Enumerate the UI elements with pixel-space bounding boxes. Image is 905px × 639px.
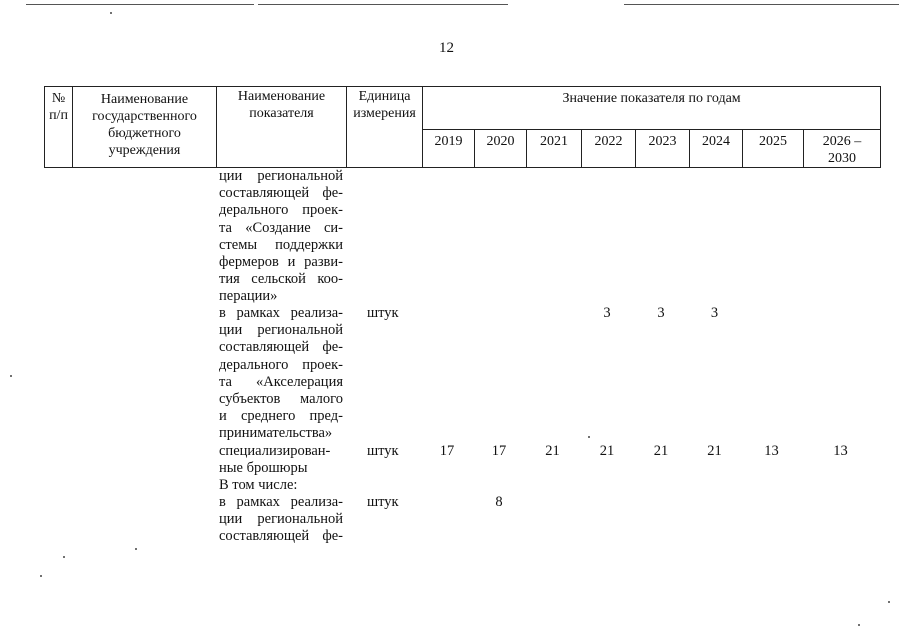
header-values: Значение показателя по годам <box>423 87 881 130</box>
scan-speck <box>40 575 42 577</box>
value-cell: 13 <box>833 443 848 459</box>
scan-speck <box>135 548 137 550</box>
value-cell: 17 <box>491 443 507 459</box>
page-number: 12 <box>439 40 454 56</box>
indicator-name: ции региональной составляющей фе- дерального проек- та «Создание си- стемы поддержки фермеров и разви- тия сельской коо- перации» <box>219 168 343 305</box>
header-indicator: Наименование показателя <box>217 87 347 168</box>
value-cell: 3 <box>710 305 719 321</box>
value-cell: 21 <box>653 443 669 459</box>
header-year: 2019 <box>423 130 475 168</box>
indicator-name: в рамках реализа- ции региональной составляющей фе- <box>219 494 343 545</box>
scan-edge-right <box>624 4 899 5</box>
header-year: 2020 <box>475 130 527 168</box>
header-year: 2025 <box>743 130 804 168</box>
header-num: № п/п <box>45 87 73 168</box>
value-cell: 3 <box>603 305 611 321</box>
indicator-name: специализирован- ные брошюры <box>219 443 331 477</box>
scan-speck <box>888 601 890 603</box>
value-cell: 8 <box>495 494 503 510</box>
scan-speck <box>858 624 860 626</box>
header-year: 2021 <box>527 130 582 168</box>
header-year: 2026 – 2030 <box>804 130 881 168</box>
value-cell: 17 <box>439 443 455 459</box>
indicator-subheading: В том числе: <box>219 477 298 493</box>
value-cell: 21 <box>707 443 722 459</box>
value-cell: 13 <box>764 443 779 459</box>
header-year: 2023 <box>636 130 690 168</box>
unit-cell: штук <box>367 443 399 459</box>
table-header <box>44 86 881 168</box>
value-cell: 21 <box>545 443 560 459</box>
header-year: 2024 <box>690 130 743 168</box>
header-year: 2022 <box>582 130 636 168</box>
scan-speck <box>110 12 112 14</box>
scan-edge-center <box>258 4 508 5</box>
value-cell: 3 <box>657 305 665 321</box>
unit-cell: штук <box>367 494 399 510</box>
header-institution: Наименование государственного бюджетного учреждения <box>73 87 217 168</box>
value-cell: 21 <box>599 443 615 459</box>
scan-edge-left <box>26 4 254 5</box>
unit-cell: штук <box>367 305 399 321</box>
scan-speck <box>10 375 12 377</box>
header-unit: Единица измерения <box>347 87 423 168</box>
scan-speck <box>63 556 65 558</box>
indicator-name: в рамках реализа- ции региональной составляющей фе- дерального проек- та «Акселерация субъектов малого и среднего пред- принимательства» <box>219 305 343 442</box>
scan-speck <box>588 436 590 438</box>
